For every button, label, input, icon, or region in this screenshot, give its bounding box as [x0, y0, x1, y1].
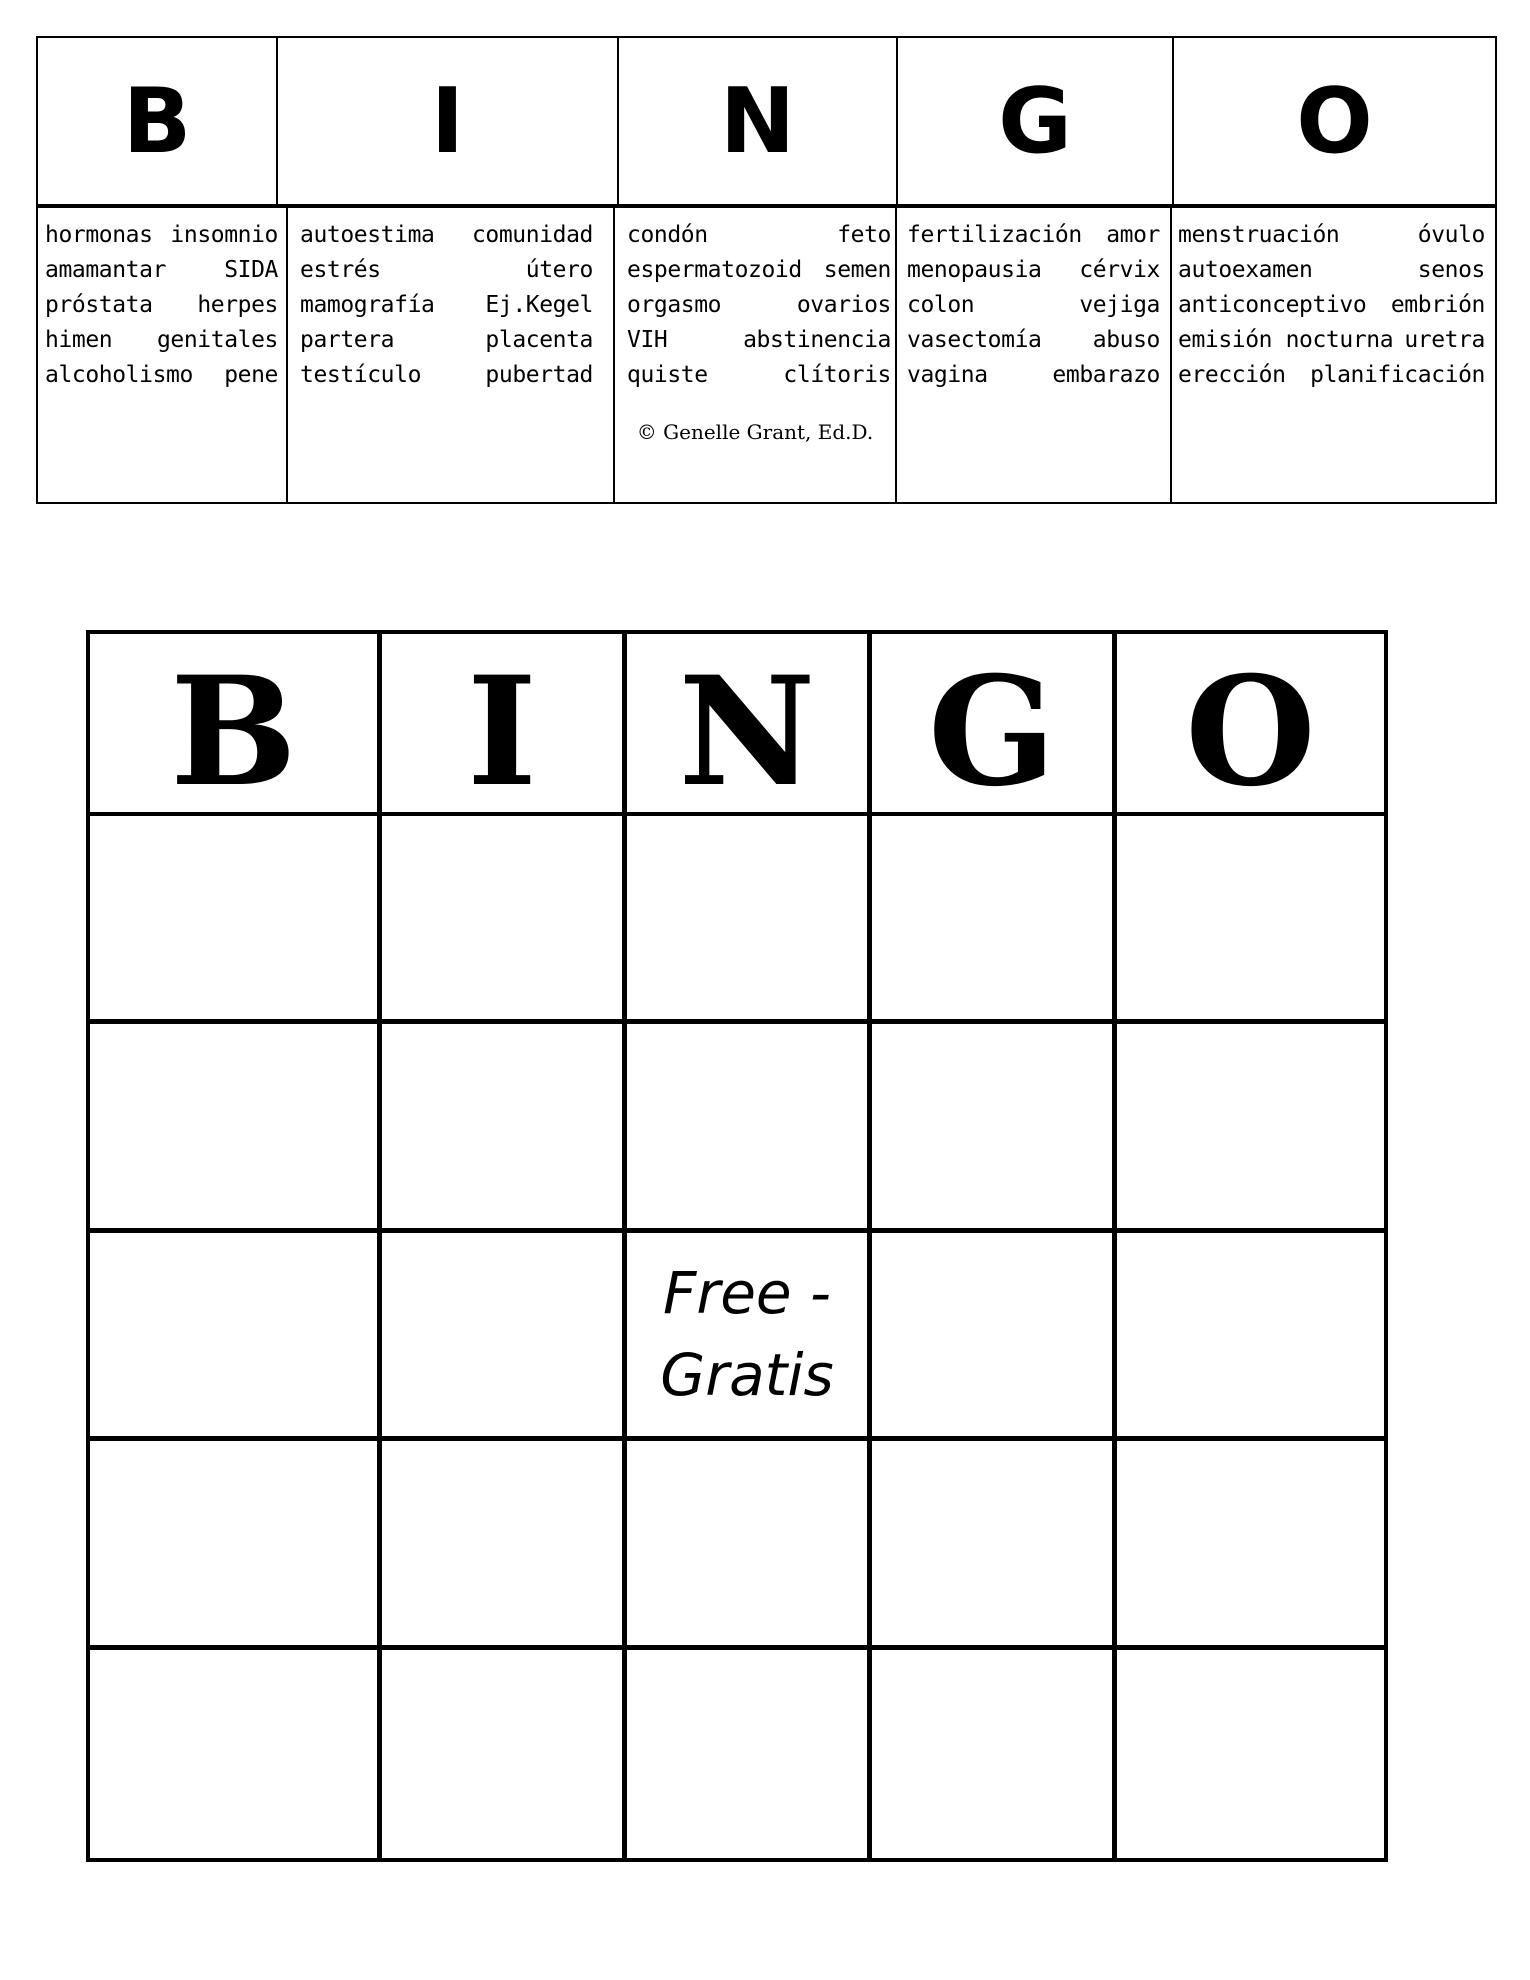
bank-word: partera: [300, 327, 395, 353]
bank-word: condón: [627, 222, 708, 248]
bank-word: planificación: [1310, 362, 1485, 388]
bank-word: embarazo: [1052, 362, 1160, 388]
bank-word: mamografía: [300, 292, 435, 318]
free-space-square: [627, 1233, 872, 1441]
bank-row: [300, 218, 593, 253]
card-letter-o: O: [1185, 644, 1316, 820]
bank-word: vasectomía: [907, 327, 1042, 353]
bank-word: autoestima: [300, 222, 435, 248]
bank-word: menstruación: [1178, 222, 1340, 248]
card-letter-n: N: [627, 634, 872, 812]
bank-row: [1178, 288, 1485, 323]
card-square[interactable]: [1117, 816, 1384, 1024]
bank-letter-o: O: [1296, 68, 1373, 174]
card-square[interactable]: [382, 1441, 627, 1649]
bank-word: orgasmo: [627, 292, 722, 318]
bank-letter-b: B: [38, 38, 278, 204]
bank-row: [300, 358, 593, 393]
card-square[interactable]: [872, 816, 1117, 1024]
card-square[interactable]: [1117, 1233, 1384, 1441]
card-square[interactable]: [382, 1024, 627, 1232]
bank-word: amor: [1106, 222, 1160, 248]
bank-word: espermatozoid: [627, 257, 802, 283]
bank-row: [907, 323, 1160, 358]
card-square[interactable]: [1117, 1441, 1384, 1649]
card-header: [90, 634, 1384, 820]
bank-letter-n: N: [619, 38, 898, 204]
bank-word: vejiga: [1079, 292, 1160, 318]
bank-word: feto: [837, 222, 891, 248]
bank-word: VIH: [627, 327, 668, 353]
card-square[interactable]: [1117, 1650, 1384, 1858]
card-square[interactable]: [382, 1233, 627, 1441]
card-square[interactable]: [382, 816, 627, 1024]
bank-word: himen: [45, 327, 113, 353]
bank-row: [627, 323, 891, 358]
bank-word: óvulo: [1417, 222, 1485, 248]
bank-row: [45, 288, 278, 323]
bank-row: [1178, 218, 1485, 253]
bank-row: [300, 253, 593, 288]
bank-letter-g: G: [898, 38, 1174, 204]
bank-word: autoexamen: [1178, 257, 1313, 283]
word-bank: [36, 36, 1495, 502]
card-square[interactable]: [872, 1233, 1117, 1441]
card-square[interactable]: [627, 816, 872, 1024]
bank-row: [907, 218, 1160, 253]
bank-word: vagina: [907, 362, 988, 388]
card-letter-i: I: [382, 634, 627, 812]
card-square[interactable]: [90, 816, 382, 1024]
bank-row: [1178, 253, 1485, 288]
bank-row: [45, 358, 278, 393]
word-bank-header: [36, 36, 1497, 206]
bank-column-n: [615, 208, 897, 502]
card-square[interactable]: [627, 1441, 872, 1649]
card-square[interactable]: [627, 1650, 872, 1858]
bank-row: [1178, 323, 1485, 358]
bank-letter-i: I: [278, 38, 619, 204]
bank-word: Ej.Kegel: [485, 292, 593, 318]
card-square[interactable]: [90, 1650, 382, 1858]
bank-word: uretra: [1404, 327, 1485, 353]
bank-column-i: [288, 208, 615, 502]
bank-row: [627, 218, 891, 253]
bank-word: próstata: [45, 292, 153, 318]
card-square[interactable]: [90, 1441, 382, 1649]
copyright-notice: © Genelle Grant, Ed.D.: [636, 420, 874, 444]
bank-row: [45, 218, 278, 253]
card-square[interactable]: [872, 1024, 1117, 1232]
bank-word: erección: [1178, 362, 1286, 388]
bank-row: [1178, 358, 1485, 393]
card-letter-b: B: [90, 634, 382, 812]
bank-word: alcoholismo: [45, 362, 193, 388]
bank-row: [907, 253, 1160, 288]
card-square[interactable]: [872, 1650, 1117, 1858]
bank-row: [300, 288, 593, 323]
card-letter-g: G: [872, 634, 1117, 812]
bank-word: ovarios: [796, 292, 891, 318]
bank-word: testículo: [300, 362, 422, 388]
bank-word: menopausia: [907, 257, 1042, 283]
free-space-label: Free - Gratis: [660, 1259, 834, 1410]
card-square[interactable]: [90, 1024, 382, 1232]
bank-word: comunidad: [471, 222, 593, 248]
bingo-card: [86, 630, 1388, 1862]
card-square[interactable]: [872, 1441, 1117, 1649]
bank-word: herpes: [197, 292, 278, 318]
bank-word: senos: [1417, 257, 1485, 283]
bank-word: amamantar: [45, 257, 167, 283]
card-square[interactable]: [382, 1650, 627, 1858]
bank-word: anticonceptivo: [1178, 292, 1367, 318]
bank-row: [45, 323, 278, 358]
word-bank-body: [36, 206, 1497, 504]
card-grid: [90, 816, 1384, 1858]
bank-row: [907, 358, 1160, 393]
bank-row: [300, 323, 593, 358]
bank-word: semen: [823, 257, 891, 283]
bank-word: quiste: [627, 362, 708, 388]
card-square[interactable]: [90, 1233, 382, 1441]
bank-row: [627, 288, 891, 323]
bank-word: embrión: [1390, 292, 1485, 318]
bank-word: placenta: [485, 327, 593, 353]
bank-word: estrés: [300, 257, 381, 283]
bank-column-g: [897, 208, 1172, 502]
bank-word: genitales: [156, 327, 278, 353]
bank-word: abuso: [1092, 327, 1160, 353]
bank-word: colon: [907, 292, 975, 318]
bank-word: útero: [525, 257, 593, 283]
bank-column-b: [38, 208, 288, 502]
bank-row: [627, 253, 891, 288]
bank-row: [627, 358, 891, 393]
card-square[interactable]: [627, 1024, 872, 1232]
card-square[interactable]: [1117, 1024, 1384, 1232]
bank-word: abstinencia: [743, 327, 891, 353]
bank-word: pubertad: [485, 362, 593, 388]
bank-word: SIDA: [224, 257, 278, 283]
bank-word: hormonas: [45, 222, 153, 248]
bank-word: insomnio: [170, 222, 278, 248]
bank-word: pene: [224, 362, 278, 388]
bank-word: clítoris: [783, 362, 891, 388]
bank-word: fertilización: [907, 222, 1082, 248]
bank-row: [907, 288, 1160, 323]
bank-row: [45, 253, 278, 288]
bank-word: cérvix: [1079, 257, 1160, 283]
bank-word: emisión nocturna: [1178, 327, 1394, 353]
bank-column-o: [1172, 208, 1495, 502]
